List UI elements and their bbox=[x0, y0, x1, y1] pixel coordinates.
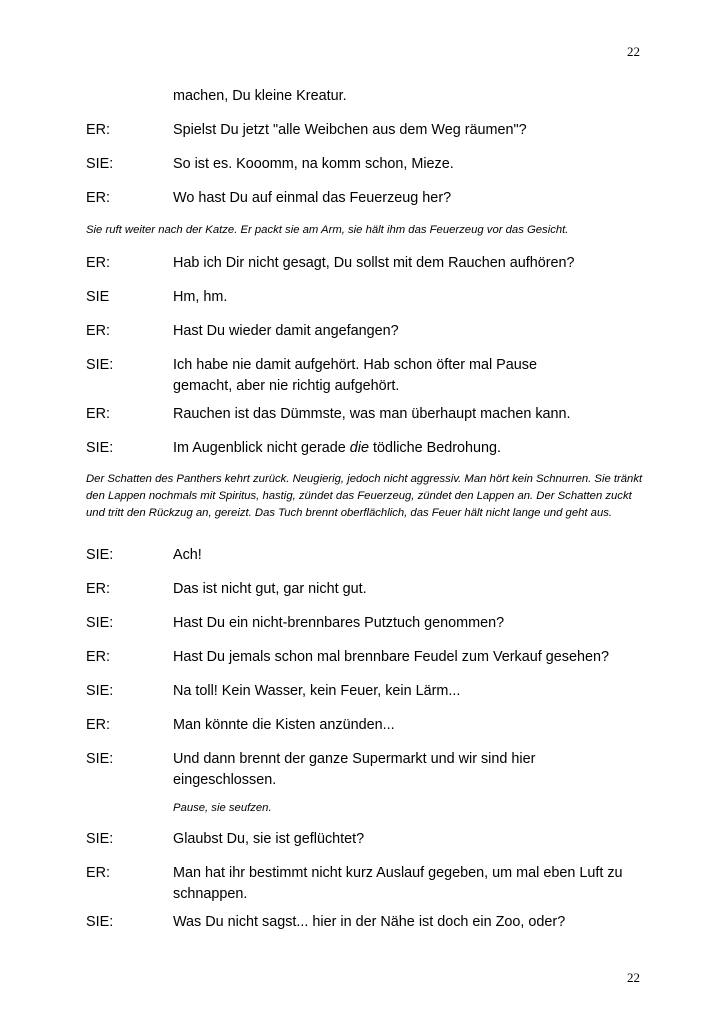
dialogue-text: Rauchen ist das Dümmste, was man überhaupt machen kann. bbox=[173, 406, 571, 422]
dialogue-text: Ich habe nie damit aufgehört. Hab schon öfter mal Pause gemacht, aber nie richtig aufgehört. bbox=[173, 357, 537, 394]
speaker-label: SIE: bbox=[86, 831, 114, 847]
dialogue-text: Spielst Du jetzt "alle Weibchen aus dem Weg räumen"? bbox=[173, 122, 527, 138]
dialogue-text: Hab ich Dir nicht gesagt, Du sollst mit dem Rauchen aufhören? bbox=[173, 255, 575, 271]
speaker-label: ER: bbox=[86, 122, 110, 138]
page-number-top: 22 bbox=[627, 44, 640, 59]
speaker-label: SIE: bbox=[86, 156, 114, 172]
page-number-bottom: 22 bbox=[627, 970, 640, 985]
speaker-label: ER: bbox=[86, 865, 110, 881]
text-segment: tödliche Bedrohung. bbox=[369, 440, 502, 456]
speaker-label: SIE: bbox=[86, 615, 114, 631]
speaker-label: SIE bbox=[86, 289, 110, 305]
dialogue-text: Das ist nicht gut, gar nicht gut. bbox=[173, 581, 367, 597]
dialogue-text: Hast Du ein nicht-brennbares Putztuch genommen? bbox=[173, 615, 505, 631]
speaker-label: ER: bbox=[86, 323, 110, 339]
speaker-label: SIE: bbox=[86, 914, 114, 930]
dialogue-text: Na toll! Kein Wasser, kein Feuer, kein Lärm... bbox=[173, 683, 461, 699]
speaker-label: ER: bbox=[86, 406, 110, 422]
text-segment: Im Augenblick nicht gerade bbox=[173, 440, 350, 456]
speaker-label: SIE: bbox=[86, 547, 114, 563]
dialogue-text: Man könnte die Kisten anzünden... bbox=[173, 717, 395, 733]
dialogue-text: Hast Du jemals schon mal brennbare Feudel zum Verkauf gesehen? bbox=[173, 649, 609, 665]
dialogue-text: Was Du nicht sagst... hier in der Nähe ist doch ein Zoo, oder? bbox=[173, 914, 566, 930]
speaker-label: ER: bbox=[86, 190, 110, 206]
dialogue-text: Und dann brennt der ganze Supermarkt und wir sind hier eingeschlossen. bbox=[173, 751, 536, 788]
speaker-label: SIE: bbox=[86, 440, 114, 456]
speaker-label: SIE: bbox=[86, 751, 114, 767]
emphasis-text: die bbox=[349, 440, 370, 456]
dialogue-text: So ist es. Kooomm, na komm schon, Mieze. bbox=[173, 156, 454, 172]
stage-direction: Sie ruft weiter nach der Katze. Er packt sie am Arm, sie hält ihm das Feuerzeug vor das Gesicht. bbox=[86, 224, 569, 236]
speaker-label: ER: bbox=[86, 255, 110, 271]
pause-direction: Pause, sie seufzen. bbox=[173, 802, 272, 814]
dialogue-text bbox=[173, 438, 643, 459]
speaker-label: SIE: bbox=[86, 357, 114, 373]
dialogue-text: Glaubst Du, sie ist geflüchtet? bbox=[173, 831, 365, 847]
stage-direction: Der Schatten des Panthers kehrt zurück. Neugierig, jedoch nicht aggressiv. Man hört kein Schnurren. Sie tränkt den Lappen nochmals mit Spiritus, hastig, zündet das Feuerzeug, zündet den Lappen an. Der Schatten zuckt und tritt den Rückzug an, gereizt. Das Tuch brennt oberflächlich, das Feuer hält nicht lange und geht aus. bbox=[86, 473, 643, 519]
dialogue-text: Hm, hm. bbox=[173, 289, 228, 305]
speaker-label: ER: bbox=[86, 649, 110, 665]
dialogue-text: machen, Du kleine Kreatur. bbox=[173, 88, 347, 104]
speaker-label: ER: bbox=[86, 581, 110, 597]
dialogue-text: Ach! bbox=[173, 547, 202, 563]
dialogue-text: Man hat ihr bestimmt nicht kurz Auslauf gegeben, um mal eben Luft zu schnappen. bbox=[173, 865, 623, 902]
speaker-label: ER: bbox=[86, 717, 110, 733]
speaker-label: SIE: bbox=[86, 683, 114, 699]
dialogue-text: Wo hast Du auf einmal das Feuerzeug her? bbox=[173, 190, 452, 206]
dialogue-text: Hast Du wieder damit angefangen? bbox=[173, 323, 399, 339]
